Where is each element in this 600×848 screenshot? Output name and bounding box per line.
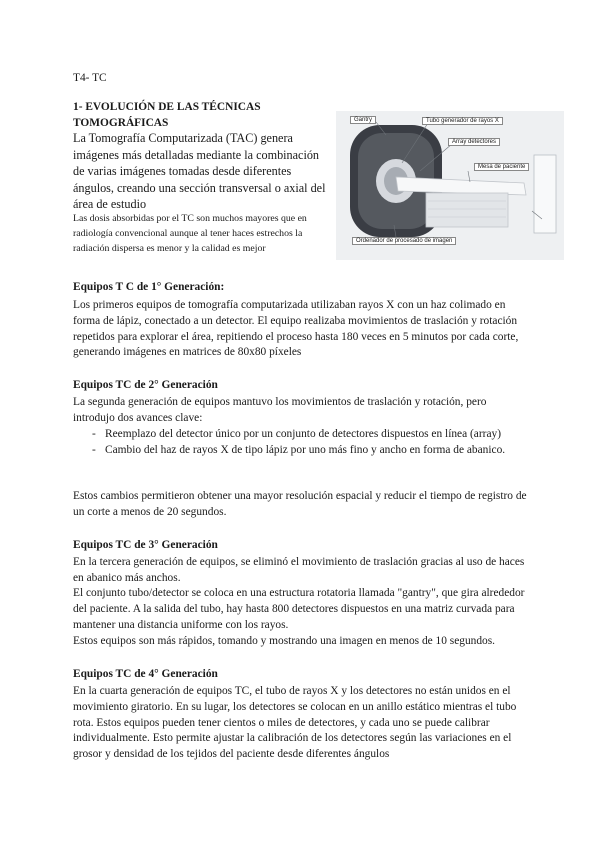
label-xray-tube: Tubo generador de rayos X [422,117,503,125]
label-gantry: Gantry [350,116,376,124]
gen1-body: Los primeros equipos de tomografía computarizada utilizaban rayos X con un haz colimado en forma de lápiz, conectado a un detector. El equipo realizaba movimientos de traslación y rotación repetidos para explorar el área, repitiendo el proceso hasta 180 veces en 5 minutos por cada corte, generando imágenes en matrices de 80x80 píxeles [73,299,519,359]
gen3-paragraph-1: En la tercera generación de equipos, se eliminó el movimiento de traslación gracias al uso de haces en abanico más anchos. [73,556,525,584]
gen4-body: En la cuarta generación de equipos TC, el tubo de rayos X y los detectores no están unidos en el movimiento giratorio. En su lugar, los detectores se colocan en un anillo estático mientras el tubo rota. Estos equipos pueden tener cientos o miles de detectores, y cada uno se puede calibrar individualmente. Esto permite ajustar la calibración de los detectores según las variaciones en el grosor y densidad de los tejidos del paciente desde diferentes ángulos [73,685,517,761]
ct-scanner-figure [336,111,564,260]
gen3-paragraph-2: El conjunto tubo/detector se coloca en una estructura rotatoria llamada "gantry", que gira alrededor del paciente. A la salida del tubo, hay hasta 800 detectores dispuestos en una matriz curvada para mantener una distancia uniforme con los rayos. [73,587,525,631]
gen4-heading: Equipos TC de 4° Generación [73,668,218,680]
label-detector-array: Array detectores [448,138,500,146]
gen2-intro: La segunda generación de equipos mantuvo los movimientos de traslación y rotación, pero introdujo dos avances clave: [73,396,487,424]
intro-paragraph: La Tomografía Computarizada (TAC) genera imágenes más detalladas mediante la combinación de varias imágenes tomadas desde diferentes ángulos, creando una sección transversal o axial del área de estudio [73,131,326,212]
gen3-paragraph-3: Estos equipos son más rápidos, tomando y mostrando una imagen en menos de 10 segundos. [73,635,496,647]
list-item: - Reemplazo del detector único por un conjunto de detectores dispuestos en línea (array) [73,427,528,443]
document-title: T4- TC [73,72,107,84]
gen2-outro: Estos cambios permitieron obtener una mayor resolución espacial y reducir el tiempo de registro de un corte a menos de 20 segundos. [73,490,527,518]
gen2-bullet-list [73,427,528,459]
dose-note: Las dosis absorbidas por el TC son muchos mayores que en radiología convencional aunque al tener haces estrechos la radiación dispersa es menor y la calidad es mejor [73,213,307,255]
computer-cabinet-shape [534,155,556,233]
gen1-heading: Equipos T C de 1° Generación: [73,281,225,293]
label-processing-computer: Ordenador de procesado de imagen [352,237,456,245]
label-patient-table: Mesa de paciente [474,163,529,171]
gen2-heading: Equipos TC de 2° Generación [73,379,218,391]
gen3-heading: Equipos TC de 3° Generación [73,539,218,551]
section-heading: 1- EVOLUCIÓN DE LAS TÉCNICAS TOMOGRÁFICAS [73,101,261,129]
list-item: - Cambio del haz de rayos X de tipo lápiz por uno más fino y ancho en forma de abanico. [73,443,528,459]
